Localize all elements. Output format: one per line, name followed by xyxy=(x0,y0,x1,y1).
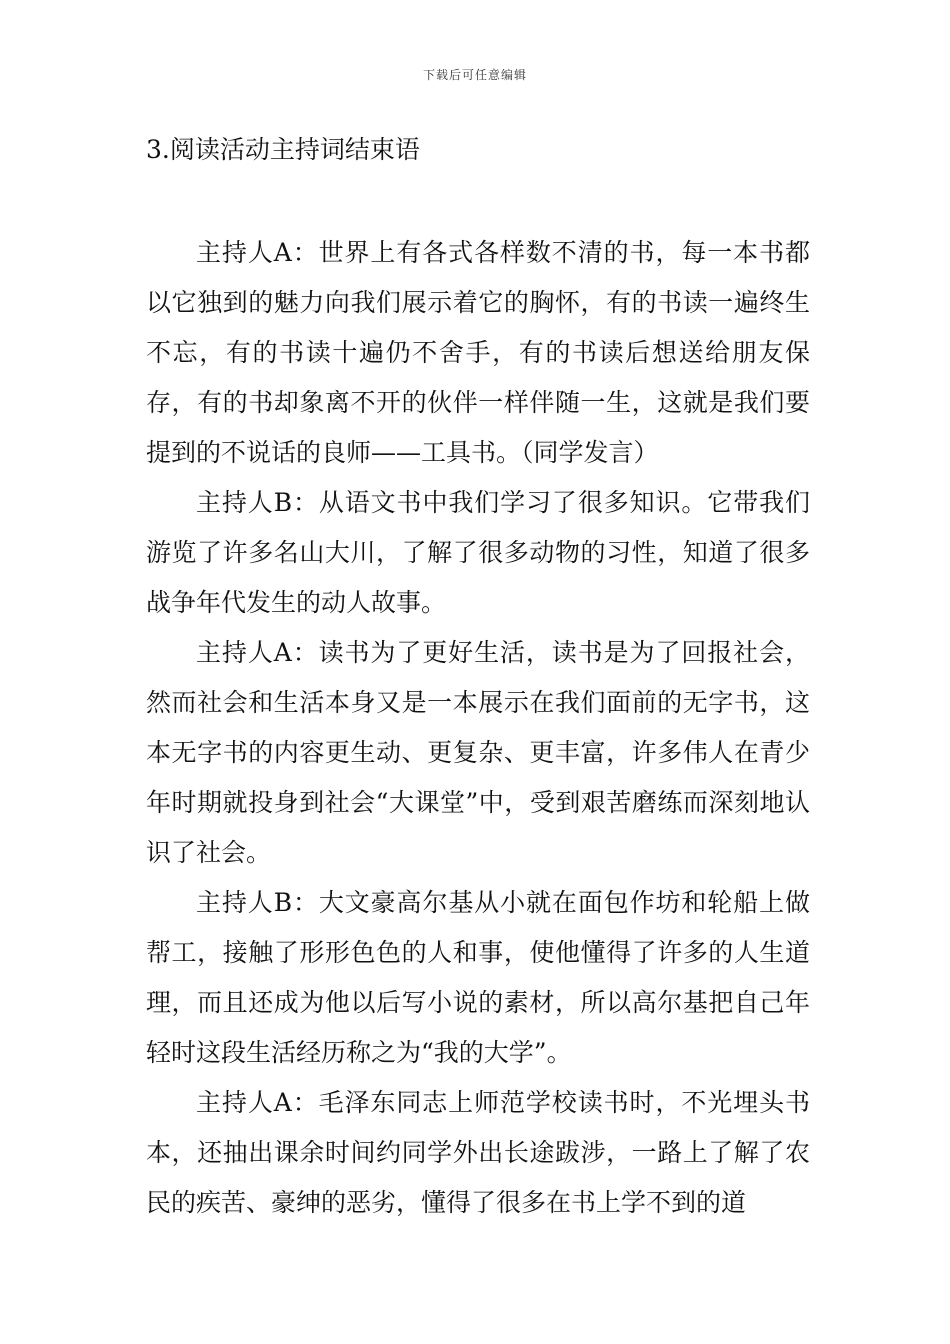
paragraph: 主持人A：读书为了更好生活，读书是为了回报社会，然而社会和生活本身又是一本展示在我们面前的无字书，这本无字书的内容更生动、更复杂、更丰富，许多伟人在青少年时期就投身到社会“大课堂”中，受到艰苦磨练而深刻地认识了社会。 xyxy=(146,638,810,867)
paragraph: 主持人B：从语文书中我们学习了很多知识。它带我们游览了许多名山大川，了解了很多动物的习性，知道了很多战争年代发生的动人故事。 xyxy=(146,488,810,617)
document-title: 3.阅读活动主持词结束语 xyxy=(146,135,420,164)
paragraph: 主持人A：毛泽东同志上师范学校读书时，不光埋头书本，还抽出课余时间约同学外出长途跋涉，一路上了解了农民的疾苦、豪绅的恶劣，懂得了很多在书上学不到的道 xyxy=(146,1088,810,1217)
page-header-note: 下载后可任意编辑 xyxy=(422,68,527,82)
document-body xyxy=(146,228,810,1228)
paragraph: 主持人B：大文豪高尔基从小就在面包作坊和轮船上做帮工，接触了形形色色的人和事，使他懂得了许多的人生道理，而且还成为他以后写小说的素材，所以高尔基把自己年轻时这段生活经历称之为“我的大学”。 xyxy=(146,888,810,1067)
paragraph: 主持人A：世界上有各式各样数不清的书，每一本书都以它独到的魅力向我们展示着它的胸怀，有的书读一遍终生不忘，有的书读十遍仍不舍手，有的书读后想送给朋友保存，有的书却象离不开的伙伴一样伴随一生，这就是我们要提到的不说话的良师——工具书。（同学发言） xyxy=(146,238,810,467)
